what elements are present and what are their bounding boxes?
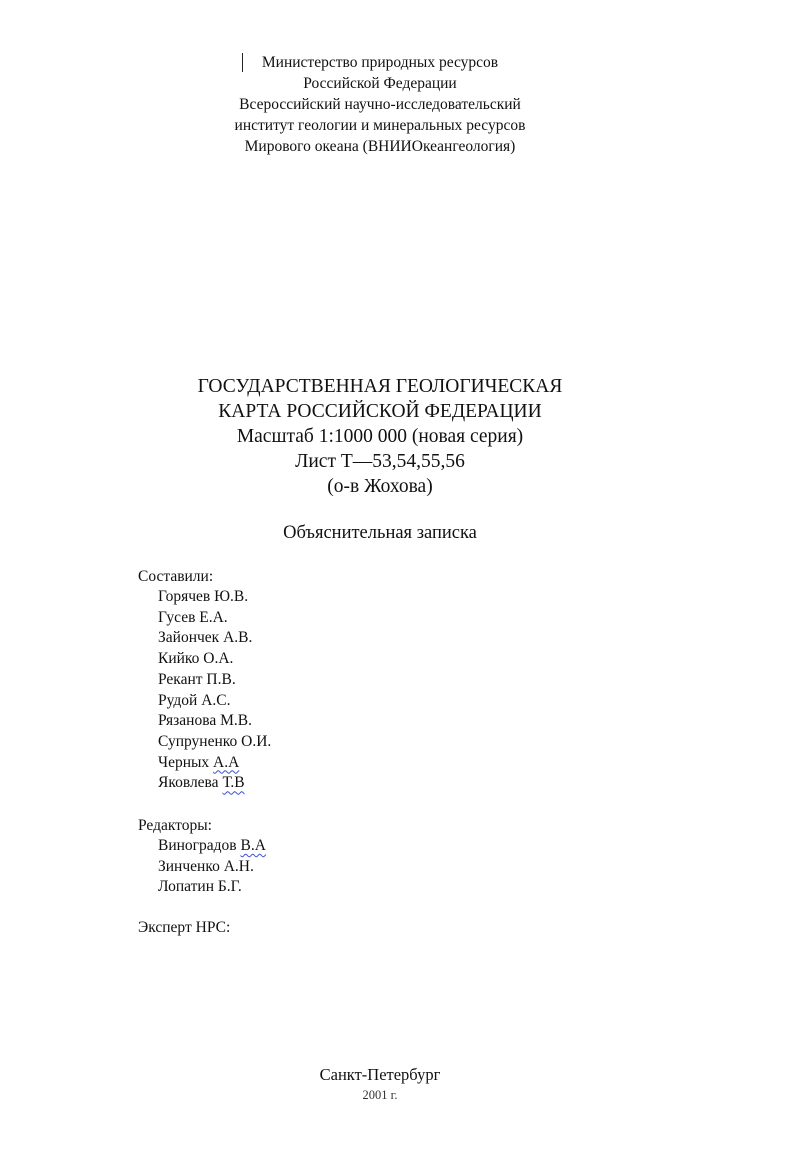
scale-line: Масштаб 1:1000 000 (новая серия) (236, 426, 524, 447)
compiler-name: Зайончек А.В. (158, 629, 253, 647)
compiler-name: Рекант П.В. (158, 670, 236, 688)
spellcheck-flagged-initials[interactable]: Т.В (222, 774, 245, 792)
compiler-name: Черных А.А (158, 753, 240, 771)
area-line: (о-в Жохова) (327, 476, 433, 497)
expert-label: Эксперт НРС: (138, 919, 231, 936)
sheet-line: Лист Т—53,54,55,56 (295, 451, 465, 472)
compiler-name: Рязанова М.В. (158, 712, 252, 730)
compiler-name: Рудой А.С. (158, 691, 231, 709)
explanatory-note-heading: Объяснительная записка (283, 523, 477, 543)
publication-year: 2001 г. (362, 1088, 398, 1102)
compiler-name: Супруненко О.И. (158, 732, 272, 750)
editors-label: Редакторы: (138, 817, 212, 834)
title-line: ГОСУДАРСТВЕННАЯ ГЕОЛОГИЧЕСКАЯ (197, 376, 563, 397)
editor-name: Зинченко А.Н. (158, 857, 254, 875)
compiler-name: Кийко О.А. (158, 650, 234, 668)
compilers-list (158, 587, 271, 794)
compiler-name: Гусев Е.А. (158, 608, 228, 626)
organization-line: Мирового океана (ВНИИОкеангеология) (244, 138, 516, 155)
spellcheck-flagged-initials[interactable]: А.А (213, 753, 240, 771)
organization-line: институт геологии и минеральных ресурсов (234, 117, 526, 134)
editor-name: Виноградов В.А (158, 837, 266, 854)
compiler-name: Горячев Ю.В. (158, 588, 249, 605)
editors-list (158, 836, 266, 898)
title-line: КАРТА РОССИЙСКОЙ ФЕДЕРАЦИИ (218, 401, 542, 422)
spellcheck-flagged-initials[interactable]: В.А (240, 837, 266, 854)
publication-city: Санкт-Петербург (319, 1065, 441, 1084)
compilers-label: Составили: (138, 568, 214, 585)
organization-line: Российской Федерации (303, 75, 457, 92)
organization-line: Всероссийский научно-исследовательский (239, 96, 521, 113)
document-title (0, 374, 760, 499)
compiler-name: Яковлева Т.В (158, 774, 245, 792)
editor-name: Лопатин Б.Г. (158, 878, 242, 896)
organization-header (0, 52, 760, 157)
organization-line: Министерство природных ресурсов (261, 54, 499, 71)
